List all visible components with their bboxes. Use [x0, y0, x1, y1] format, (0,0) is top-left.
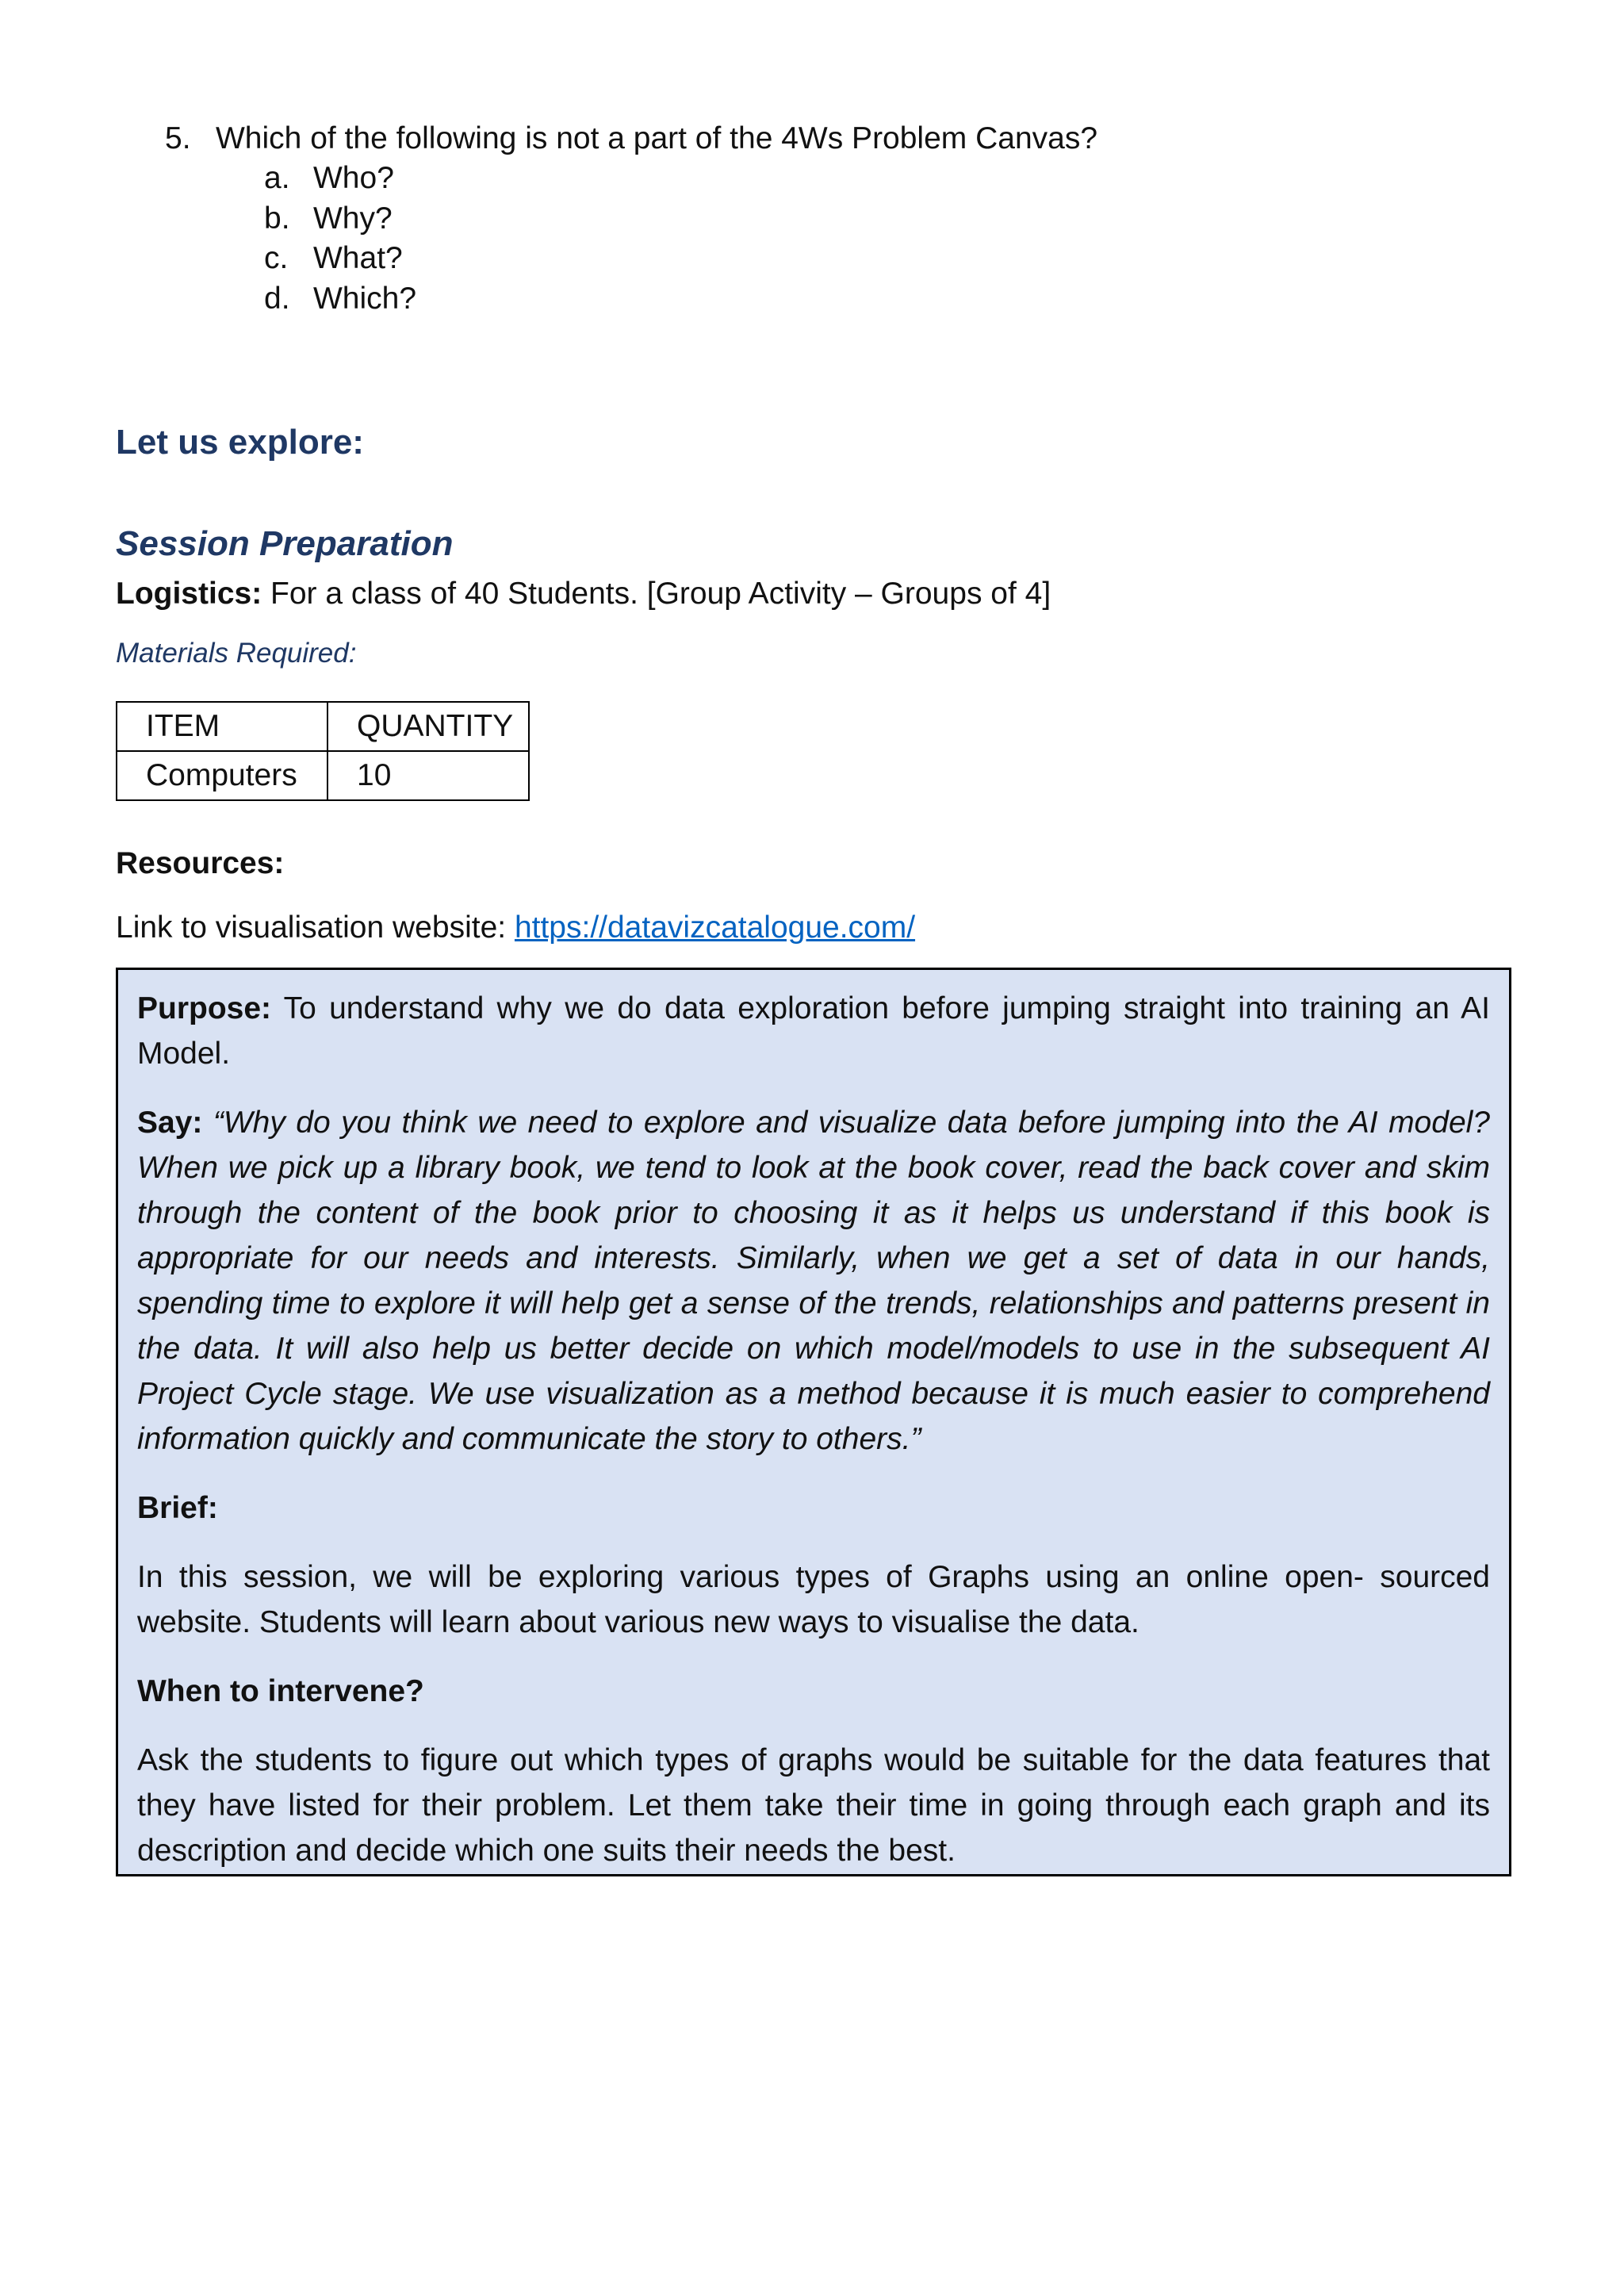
- materials-table: [116, 701, 530, 801]
- option-d: [264, 279, 416, 320]
- heading-session-preparation: Session Preparation: [116, 524, 454, 563]
- brief-heading: [137, 1485, 1490, 1531]
- instructor-callout-box: [116, 968, 1511, 1876]
- option-letter: c.: [264, 241, 289, 275]
- visualisation-website-link[interactable]: https://datavizcatalogue.com/: [514, 910, 916, 945]
- option-letter: a.: [264, 161, 290, 195]
- logistics-line: [116, 574, 1051, 614]
- resource-link-line: [116, 910, 915, 945]
- option-text: What?: [313, 241, 403, 275]
- table-cell-item: Computers: [117, 751, 327, 800]
- resources-heading: Resources:: [116, 846, 285, 880]
- option-c: [264, 239, 416, 279]
- question-number: 5.: [165, 121, 191, 155]
- brief-paragraph: In this session, we will be exploring various types of Graphs using an online open- sourced website. Students will learn about various new ways to visualise the data.: [137, 1560, 1490, 1639]
- answer-options: [264, 159, 416, 319]
- table-cell-quantity: 10: [327, 751, 529, 800]
- say-label: Say:: [137, 1106, 203, 1140]
- logistics-text: For a class of 40 Students. [Group Activity – Groups of 4]: [262, 577, 1051, 611]
- say-paragraph: [137, 1100, 1490, 1462]
- purpose-label: Purpose:: [137, 991, 272, 1025]
- materials-required-label: Materials Required:: [116, 638, 357, 669]
- say-text: “Why do you think we need to explore and visualize data before jumping into the AI model? When we pick up a library book, we tend to look at the book cover, read the back cover and skim through the content of the book prior to choosing it as it helps us understand if this book is appropriate for our needs and interests. Similarly, when we get a set of data in our hands, spending time to explore it will help get a sense of the trends, relationships and patterns present in the data. It will also help us better decide on which model/models to use in the subsequent AI Project Cycle stage. We use visualization as a method because it is much easier to comprehend information quickly and communicate the story to others.”: [137, 1106, 1490, 1456]
- option-text: Which?: [313, 281, 417, 316]
- option-letter: d.: [264, 281, 290, 316]
- question-text: Which of the following is not a part of the 4Ws Problem Canvas?: [216, 121, 1098, 155]
- question-5: [165, 119, 1097, 159]
- logistics-label: Logistics:: [116, 577, 262, 611]
- heading-let-us-explore: Let us explore:: [116, 423, 364, 462]
- option-a: [264, 159, 416, 199]
- intervene-label: When to intervene?: [137, 1674, 424, 1708]
- table-header-row: [117, 702, 529, 751]
- option-text: Who?: [313, 161, 394, 195]
- option-b: [264, 199, 416, 240]
- purpose-paragraph: [137, 986, 1490, 1076]
- intervene-heading: [137, 1669, 1490, 1714]
- table-row: [117, 751, 529, 800]
- table-header-item: ITEM: [117, 702, 327, 751]
- brief-label: Brief:: [137, 1491, 218, 1525]
- link-prefix: Link to visualisation website:: [116, 910, 515, 945]
- option-text: Why?: [313, 201, 393, 236]
- option-letter: b.: [264, 201, 290, 236]
- intervene-paragraph: Ask the students to figure out which types of graphs would be suitable for the data features that they have listed for their problem. Let them take their time in going through each graph and its description and decide which one suits their needs the best.: [137, 1743, 1490, 1868]
- table-header-quantity: QUANTITY: [327, 702, 529, 751]
- purpose-text: To understand why we do data exploration before jumping straight into training an AI Model.: [137, 991, 1490, 1071]
